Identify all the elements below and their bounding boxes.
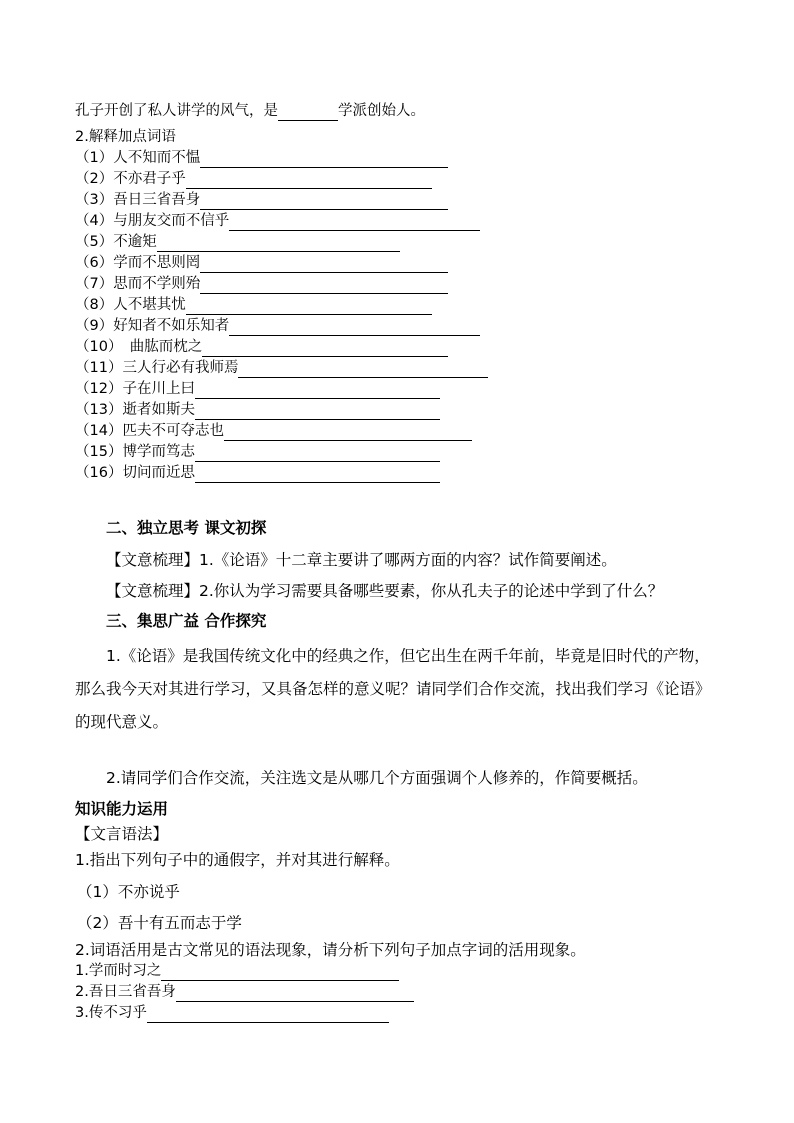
answer-blank[interactable] [229,319,480,336]
item-text: 博学而笃志 [122,444,195,460]
section2-title: 2.解释加点词语 [75,129,176,145]
answer-blank[interactable] [200,256,448,273]
grammar-q1-item-2: （2）吾十有五而志于学 [77,914,242,932]
item-text: 好知者不如乐知者 [113,318,230,334]
item-number: （7） [75,276,114,292]
item-text: 逝者如斯夫 [122,402,195,418]
intro-line [75,101,425,121]
item-text: 思而不学则殆 [113,276,201,292]
part3-question-2: 2.请同学们合作交流，关注选文是从哪几个方面强调个人修养的，作简要概括。 [106,769,648,787]
answer-blank[interactable] [176,985,414,1002]
explanation-item [75,232,400,252]
item-number: （12） [75,381,123,397]
grammar-question-1: 1.指出下列句子中的通假字，并对其进行解释。 [75,851,400,869]
intro-text-before: 孔子开创了私人讲学的风气，是 [75,103,278,119]
item-number: （4） [75,213,114,229]
item-number: （9） [75,318,114,334]
explanation-item [75,211,480,231]
grammar-q1-item-1: （1）不亦说乎 [77,883,180,901]
explanation-item [75,337,448,357]
explanation-item [75,400,440,420]
answer-blank[interactable] [202,340,448,357]
explanation-item [75,169,432,189]
item-number: （11） [75,360,123,376]
grammar-tag: 【文言语法】 [75,825,169,843]
explanation-item [75,253,448,273]
answer-blank[interactable] [186,298,432,315]
answer-blank[interactable] [278,104,338,121]
answer-blank[interactable] [147,1006,389,1023]
grammar-q2-item-3 [75,1003,389,1023]
part2-title: 二、独立思考 课文初探 [106,519,267,537]
question-text: 2.你认为学习需要具备哪些要素，你从孔夫子的论述中学到了什么？ [199,582,664,600]
item-text: 与朋友交而不信乎 [113,213,230,229]
item-text: 匹夫不可夺志也 [122,423,224,439]
answer-blank[interactable] [200,193,448,210]
explanation-item [75,442,440,462]
question-tag: 【文意梳理】 [106,551,200,569]
item-text: 人不堪其忧 [113,297,186,313]
item-number: （14） [75,423,123,439]
explanation-item [75,463,440,483]
item-number: （10） [75,339,116,355]
item-number: （5） [75,234,114,250]
part3-question-1: 1.《论语》是我国传统文化中的经典之作，但它出生在两千年前，毕竟是旧时代的产物，那么我今天对其进行学习，又具备怎样的意义呢？请同学们合作交流，找出我们学习《论语》的现代意义。 [75,647,711,731]
grammar-q2-item-1 [75,961,399,981]
question-text: 1.《论语》十二章主要讲了哪两方面的内容？试作简要阐述。 [199,551,617,569]
answer-blank[interactable] [224,424,472,441]
item-number: （16） [75,465,123,481]
part2-question-1 [106,550,617,570]
item-text: 切问而近思 [122,465,195,481]
item-text: 不逾矩 [113,234,157,250]
answer-blank[interactable] [157,235,400,252]
item-text: 不亦君子乎 [113,171,186,187]
explanation-item [75,316,480,336]
explanation-item [75,358,488,378]
grammar-question-2: 2.词语活用是古文常见的语法现象，请分析下列句子加点字词的活用现象。 [75,941,586,959]
item-number: （15） [75,444,123,460]
item-text: 子在川上曰 [122,381,195,397]
item-text: 吾日三省吾身 [113,192,201,208]
item-number: （2） [75,171,114,187]
part3-title: 三、集思广益 合作探究 [106,612,267,630]
item-text: 2.吾日三省吾身 [75,984,176,1000]
knowledge-title: 知识能力运用 [75,800,169,818]
answer-blank[interactable] [161,964,399,981]
answer-blank[interactable] [200,151,448,168]
answer-blank[interactable] [195,403,440,420]
item-number: （8） [75,297,114,313]
answer-blank[interactable] [186,172,432,189]
item-text: 三人行必有我师焉 [122,360,239,376]
explanation-item [75,148,448,168]
explanation-item [75,421,472,441]
part2-question-2 [106,581,663,601]
item-text: 3.传不习乎 [75,1005,147,1021]
explanation-item [75,295,432,315]
item-number: （6） [75,255,114,271]
answer-blank[interactable] [200,277,448,294]
answer-blank[interactable] [195,445,440,462]
question-tag: 【文意梳理】 [106,582,200,600]
answer-blank[interactable] [238,361,488,378]
item-number: （1） [75,150,114,166]
explanation-item [75,190,448,210]
answer-blank[interactable] [195,382,440,399]
grammar-q2-item-2 [75,982,414,1002]
item-text: 1.学而时习之 [75,963,162,979]
item-text: 人不知而不愠 [113,150,201,166]
item-number: （3） [75,192,114,208]
explanation-item [75,274,448,294]
intro-text-after: 学派创始人。 [338,103,425,119]
answer-blank[interactable] [195,466,440,483]
answer-blank[interactable] [229,214,480,231]
explanation-item [75,379,440,399]
item-text: 学而不思则罔 [113,255,201,271]
item-number: （13） [75,402,123,418]
item-text: 曲肱而枕之 [115,339,203,355]
